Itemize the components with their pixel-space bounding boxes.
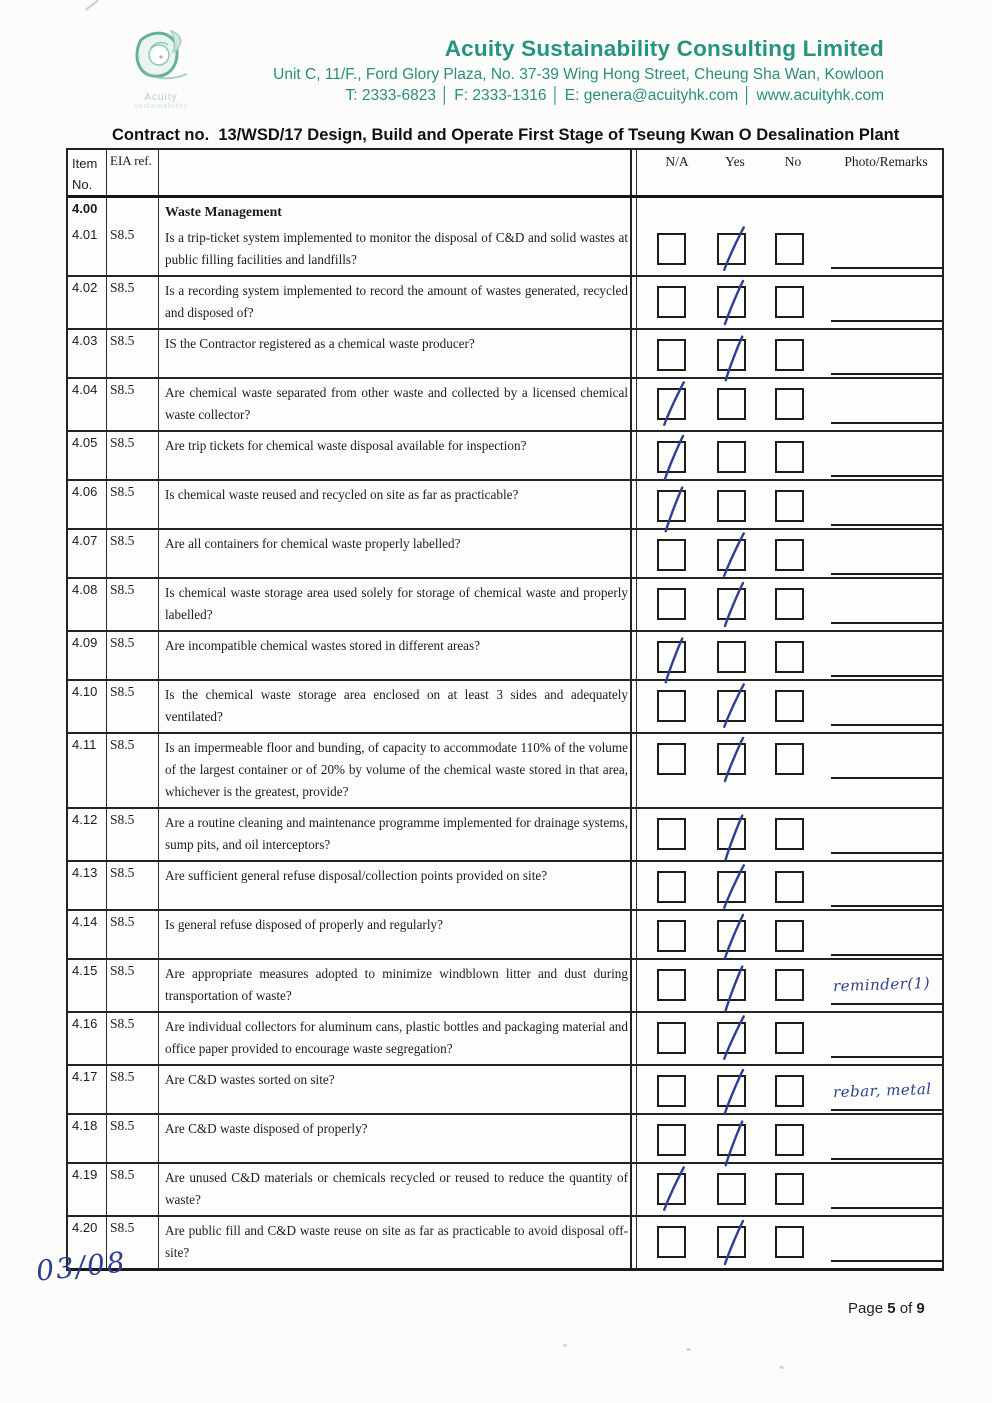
yes-checkbox [717, 871, 746, 903]
no-checkbox [775, 641, 804, 673]
table-header-row [68, 150, 942, 198]
yes-checkbox [717, 1226, 746, 1258]
remark-line [831, 254, 943, 269]
table-row [68, 577, 942, 630]
item-no-cell: 4.07 [68, 530, 107, 577]
no-checkbox [775, 969, 804, 1001]
no-checkbox [775, 286, 804, 318]
eia-ref-cell: S8.5 [107, 277, 159, 328]
answer-cell [636, 681, 944, 732]
eia-ref-cell: S8.5 [107, 911, 159, 958]
question-cell: Is general refuse disposed of properly and regularly? [159, 911, 632, 958]
item-no-cell: 4.17 [68, 1066, 107, 1113]
no-checkbox [775, 588, 804, 620]
eia-ref-cell: S8.5 [107, 632, 159, 679]
item-no-cell: 4.16 [68, 1013, 107, 1064]
answer-cell [636, 579, 944, 630]
remark-line [831, 711, 943, 726]
na-checkbox [657, 920, 686, 952]
section-item-no: 4.00 [68, 198, 107, 227]
yes-checkbox [717, 1075, 746, 1107]
company-address: Unit C, 11/F., Ford Glory Plaza, No. 37-39 Wing Hong Street, Cheung Sha Wan, Kowloon [273, 66, 884, 83]
eia-ref-cell: S8.5 [107, 379, 159, 430]
na-checkbox [657, 539, 686, 571]
question-cell: Are sufficient general refuse disposal/collection points provided on site? [159, 862, 632, 909]
eia-ref-cell: S8.5 [107, 330, 159, 377]
question-cell: Is an impermeable floor and bunding, of capacity to accommodate 110% of the volume of the largest container or of 20% by volume of the chemical waste stored in that area, whichever is the greatest, provide? [159, 734, 632, 807]
table-row [68, 377, 942, 430]
eia-ref-cell: S8.5 [107, 1164, 159, 1215]
item-no-cell: 4.08 [68, 579, 107, 630]
question-cell: Is a trip-ticket system implemented to monitor the disposal of C&D and solid wastes at public filling facilities and landfills? [159, 224, 632, 275]
item-no-cell: 4.04 [68, 379, 107, 430]
header-remarks: Photo/Remarks [844, 154, 928, 169]
answer-cell [636, 632, 944, 679]
na-checkbox [657, 743, 686, 775]
yes-checkbox [717, 1124, 746, 1156]
question-cell: Are C&D wastes sorted on site? [159, 1066, 632, 1113]
contract-title: Contract no. 13/WSD/17 Design, Build and Operate First Stage of Tseung Kwan O Desalination Plant [112, 126, 900, 144]
eia-ref-cell: S8.5 [107, 224, 159, 275]
na-checkbox [657, 339, 686, 371]
header-answers [636, 150, 944, 195]
question-cell: Are trip tickets for chemical waste disposal available for inspection? [159, 432, 632, 479]
answer-cell [636, 809, 944, 860]
answer-cell [636, 481, 944, 528]
remark-line [831, 941, 943, 956]
company-logo [118, 28, 204, 110]
na-checkbox [657, 1173, 686, 1205]
item-no-cell: 4.05 [68, 432, 107, 479]
na-checkbox [657, 233, 686, 265]
answer-cell [636, 1115, 944, 1162]
question-cell: Is chemical waste reused and recycled on site as far as practicable? [159, 481, 632, 528]
eia-ref-cell: S8.5 [107, 1217, 159, 1268]
table-row [68, 275, 942, 328]
yes-checkbox [717, 339, 746, 371]
scan-corner-mark [85, 0, 99, 11]
section-title: Waste Management [159, 198, 632, 227]
table-row [68, 958, 942, 1011]
no-checkbox [775, 690, 804, 722]
eia-ref-cell: S8.5 [107, 734, 159, 807]
item-no-cell: 4.12 [68, 809, 107, 860]
answer-cell [636, 432, 944, 479]
table-row [68, 430, 942, 479]
yes-checkbox [717, 588, 746, 620]
remark-line [831, 462, 943, 477]
section-eia [107, 198, 159, 227]
question-cell: Are appropriate measures adopted to minimize windblown litter and dust during transportation of waste? [159, 960, 632, 1011]
na-checkbox [657, 1022, 686, 1054]
table-row [68, 328, 942, 377]
no-checkbox [775, 1226, 804, 1258]
eia-ref-cell: S8.5 [107, 481, 159, 528]
remark-line [831, 764, 943, 779]
no-checkbox [775, 818, 804, 850]
eia-ref-cell: S8.5 [107, 809, 159, 860]
eia-ref-cell: S8.5 [107, 862, 159, 909]
answer-cell [636, 1164, 944, 1215]
item-no-cell: 4.15 [68, 960, 107, 1011]
answer-cell [636, 1217, 944, 1268]
item-no-cell: 4.13 [68, 862, 107, 909]
remark-line [831, 990, 943, 1005]
eia-ref-cell: S8.5 [107, 960, 159, 1011]
no-checkbox [775, 1075, 804, 1107]
handwritten-date-note: 03/08 [34, 1245, 129, 1288]
question-cell: Are individual collectors for aluminum cans, plastic bottles and packaging material and office paper provided to encourage waste segregation? [159, 1013, 632, 1064]
table-row [68, 909, 942, 958]
remark-line [831, 360, 943, 375]
na-checkbox [657, 1124, 686, 1156]
question-cell: Are chemical waste separated from other waste and collected by a licensed chemical waste collector? [159, 379, 632, 430]
question-cell: IS the Contractor registered as a chemical waste producer? [159, 330, 632, 377]
no-checkbox [775, 1022, 804, 1054]
table-row [68, 528, 942, 577]
no-checkbox [775, 1124, 804, 1156]
question-cell: Are public fill and C&D waste reuse on site as far as practicable to avoid disposal off-site? [159, 1217, 632, 1268]
table-row [68, 1162, 942, 1215]
na-checkbox [657, 871, 686, 903]
na-checkbox [657, 286, 686, 318]
no-checkbox [775, 871, 804, 903]
header-item-no: Item No. [68, 150, 107, 195]
eia-ref-cell: S8.5 [107, 579, 159, 630]
remark-line [831, 839, 943, 854]
table-row [68, 1064, 942, 1113]
eia-ref-cell: S8.5 [107, 432, 159, 479]
na-checkbox [657, 641, 686, 673]
yes-checkbox [717, 286, 746, 318]
table-row [68, 1011, 942, 1064]
table-row [68, 479, 942, 528]
item-no-cell: 4.18 [68, 1115, 107, 1162]
question-cell: Are incompatible chemical wastes stored in different areas? [159, 632, 632, 679]
remark-line [831, 1043, 943, 1058]
remark-line [831, 892, 943, 907]
letterhead [200, 36, 884, 105]
section-row [68, 198, 942, 224]
scan-speck [686, 1348, 691, 1351]
yes-checkbox [717, 1022, 746, 1054]
no-checkbox [775, 339, 804, 371]
yes-checkbox [717, 388, 746, 420]
yes-checkbox [717, 920, 746, 952]
answer-cell [636, 734, 944, 807]
item-no-cell: 4.14 [68, 911, 107, 958]
na-checkbox [657, 490, 686, 522]
item-no-cell: 4.10 [68, 681, 107, 732]
table-row [68, 807, 942, 860]
item-no-cell: 4.01 [68, 224, 107, 275]
header-yes: Yes [725, 154, 745, 169]
answer-cell [636, 379, 944, 430]
checklist-table [66, 148, 944, 1271]
answer-cell [636, 330, 944, 377]
yes-checkbox [717, 490, 746, 522]
remark-line [831, 560, 943, 575]
eia-ref-cell: S8.5 [107, 530, 159, 577]
no-checkbox [775, 388, 804, 420]
no-checkbox [775, 490, 804, 522]
yes-checkbox [717, 969, 746, 1001]
yes-checkbox [717, 1173, 746, 1205]
remark-line [831, 1247, 943, 1262]
yes-checkbox [717, 233, 746, 265]
remark-text: rebar, metal [832, 1079, 932, 1102]
item-no-cell: 4.03 [68, 330, 107, 377]
no-checkbox [775, 920, 804, 952]
no-checkbox [775, 233, 804, 265]
answer-cell [636, 1013, 944, 1064]
table-body [68, 224, 942, 1268]
header-no: No [784, 154, 802, 169]
scan-speck [779, 1366, 784, 1369]
question-cell: Are all containers for chemical waste properly labelled? [159, 530, 632, 577]
answer-cell [636, 224, 944, 275]
question-cell: Are C&D waste disposed of properly? [159, 1115, 632, 1162]
question-cell: Are a routine cleaning and maintenance programme implemented for drainage systems, sump pits, and oil interceptors? [159, 809, 632, 860]
question-cell: Is a recording system implemented to record the amount of wastes generated, recycled and disposed of? [159, 277, 632, 328]
item-no-cell: 4.19 [68, 1164, 107, 1215]
table-row [68, 732, 942, 807]
na-checkbox [657, 690, 686, 722]
remark-line [831, 662, 943, 677]
remark-line [831, 1096, 943, 1111]
remark-line [831, 1145, 943, 1160]
header-eia-ref: EIA ref. [107, 150, 159, 195]
na-checkbox [657, 1075, 686, 1107]
question-cell: Is the chemical waste storage area enclosed on at least 3 sides and adequately ventilated? [159, 681, 632, 732]
remark-line [831, 1194, 943, 1209]
company-name: Acuity Sustainability Consulting Limited [444, 36, 884, 61]
no-checkbox [775, 1173, 804, 1205]
table-row [68, 1113, 942, 1162]
yes-checkbox [717, 818, 746, 850]
remark-line [831, 409, 943, 424]
table-row [68, 860, 942, 909]
answer-cell [636, 862, 944, 909]
item-no-cell: 4.02 [68, 277, 107, 328]
remark-text: reminder(1) [832, 973, 931, 996]
na-checkbox [657, 588, 686, 620]
table-row [68, 1215, 942, 1268]
item-no-cell: 4.20 [68, 1217, 107, 1268]
table-row [68, 224, 942, 275]
logo-caption: Acuity [144, 92, 178, 103]
item-no-cell: 4.06 [68, 481, 107, 528]
table-row [68, 630, 942, 679]
na-checkbox [657, 1226, 686, 1258]
yes-checkbox [717, 641, 746, 673]
header-question [159, 150, 632, 195]
company-contacts: T: 2333-6823 │ F: 2333-1316 │ E: genera@acuityhk.com │ www.acuityhk.com [345, 87, 884, 104]
eia-ref-cell: S8.5 [107, 1013, 159, 1064]
na-checkbox [657, 818, 686, 850]
question-cell: Are unused C&D materials or chemicals recycled or reused to reduce the quantity of waste? [159, 1164, 632, 1215]
na-checkbox [657, 969, 686, 1001]
no-checkbox [775, 743, 804, 775]
header-na: N/A [665, 154, 689, 169]
eia-ref-cell: S8.5 [107, 1066, 159, 1113]
remark-line [831, 609, 943, 624]
answer-cell [636, 530, 944, 577]
answer-cell [636, 1066, 944, 1113]
na-checkbox [657, 388, 686, 420]
yes-checkbox [717, 690, 746, 722]
eia-ref-cell: S8.5 [107, 681, 159, 732]
leaf-logo-icon [125, 28, 197, 92]
page-number: Page 5 of 9 [848, 1300, 925, 1317]
item-no-cell: 4.11 [68, 734, 107, 807]
yes-checkbox [717, 441, 746, 473]
answer-cell [636, 911, 944, 958]
yes-checkbox [717, 539, 746, 571]
no-checkbox [775, 441, 804, 473]
table-row [68, 679, 942, 732]
question-cell: Is chemical waste storage area used solely for storage of chemical waste and properly labelled? [159, 579, 632, 630]
remark-line [831, 307, 943, 322]
eia-ref-cell: S8.5 [107, 1115, 159, 1162]
remark-line [831, 511, 943, 526]
answer-cell [636, 277, 944, 328]
scan-speck [563, 1344, 567, 1347]
item-no-cell: 4.09 [68, 632, 107, 679]
na-checkbox [657, 441, 686, 473]
no-checkbox [775, 539, 804, 571]
yes-checkbox [717, 743, 746, 775]
answer-cell [636, 960, 944, 1011]
logo-subcaption: sustainability [133, 103, 189, 110]
